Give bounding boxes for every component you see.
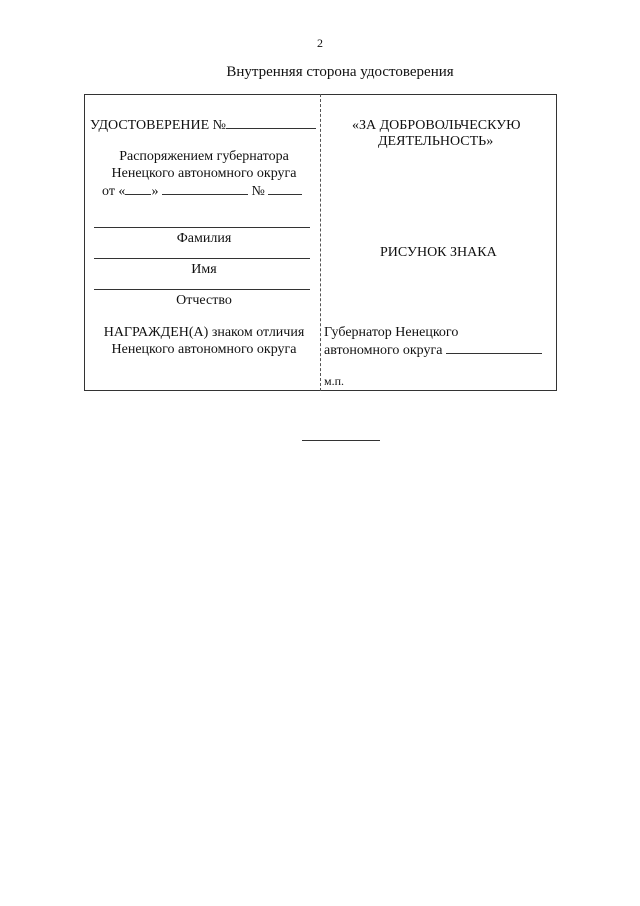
- seal-place-label: м.п.: [324, 374, 345, 388]
- signature-blank: [446, 341, 542, 354]
- surname-blank-line: [94, 227, 310, 228]
- patronymic-blank-line: [94, 289, 310, 290]
- certificate-number-line: [90, 116, 316, 134]
- name-blank-line: [94, 258, 310, 259]
- order-line-1: Распоряжением губернатора: [119, 149, 289, 164]
- number-sign: №: [251, 184, 265, 199]
- governor-line-1: Губернатор Ненецкого: [324, 325, 459, 340]
- date-from-label: от «: [102, 184, 126, 199]
- certificate-fold-divider: [320, 94, 321, 391]
- governor-signature-line: [324, 341, 542, 359]
- patronymic-label: Отчество: [176, 293, 232, 308]
- month-year-blank: [162, 182, 248, 195]
- badge-drawing-placeholder: РИСУНОК ЗНАКА: [380, 245, 497, 260]
- order-line-2: Ненецкого автономного округа: [111, 166, 297, 181]
- award-title-line-2: ДЕЯТЕЛЬНОСТЬ»: [378, 134, 494, 149]
- order-number-blank: [268, 182, 302, 195]
- award-title-line-1: «ЗА ДОБРОВОЛЬЧЕСКУЮ: [352, 118, 521, 133]
- order-date-line: [102, 182, 302, 200]
- end-separator: [302, 440, 380, 441]
- surname-label: Фамилия: [176, 231, 232, 246]
- certificate-label: УДОСТОВЕРЕНИЕ №: [90, 118, 227, 133]
- date-quote-close: »: [151, 184, 159, 199]
- governor-line-2: автономного округа: [324, 343, 443, 358]
- awarded-line-2: Ненецкого автономного округа: [111, 342, 297, 357]
- awarded-line-1: НАГРАЖДЕН(А) знаком отличия: [103, 325, 305, 340]
- certificate-number-blank: [226, 116, 316, 129]
- day-blank: [125, 182, 151, 195]
- page-title: Внутренняя сторона удостоверения: [226, 64, 454, 80]
- name-label: Имя: [191, 262, 217, 277]
- page-number: 2: [317, 36, 323, 50]
